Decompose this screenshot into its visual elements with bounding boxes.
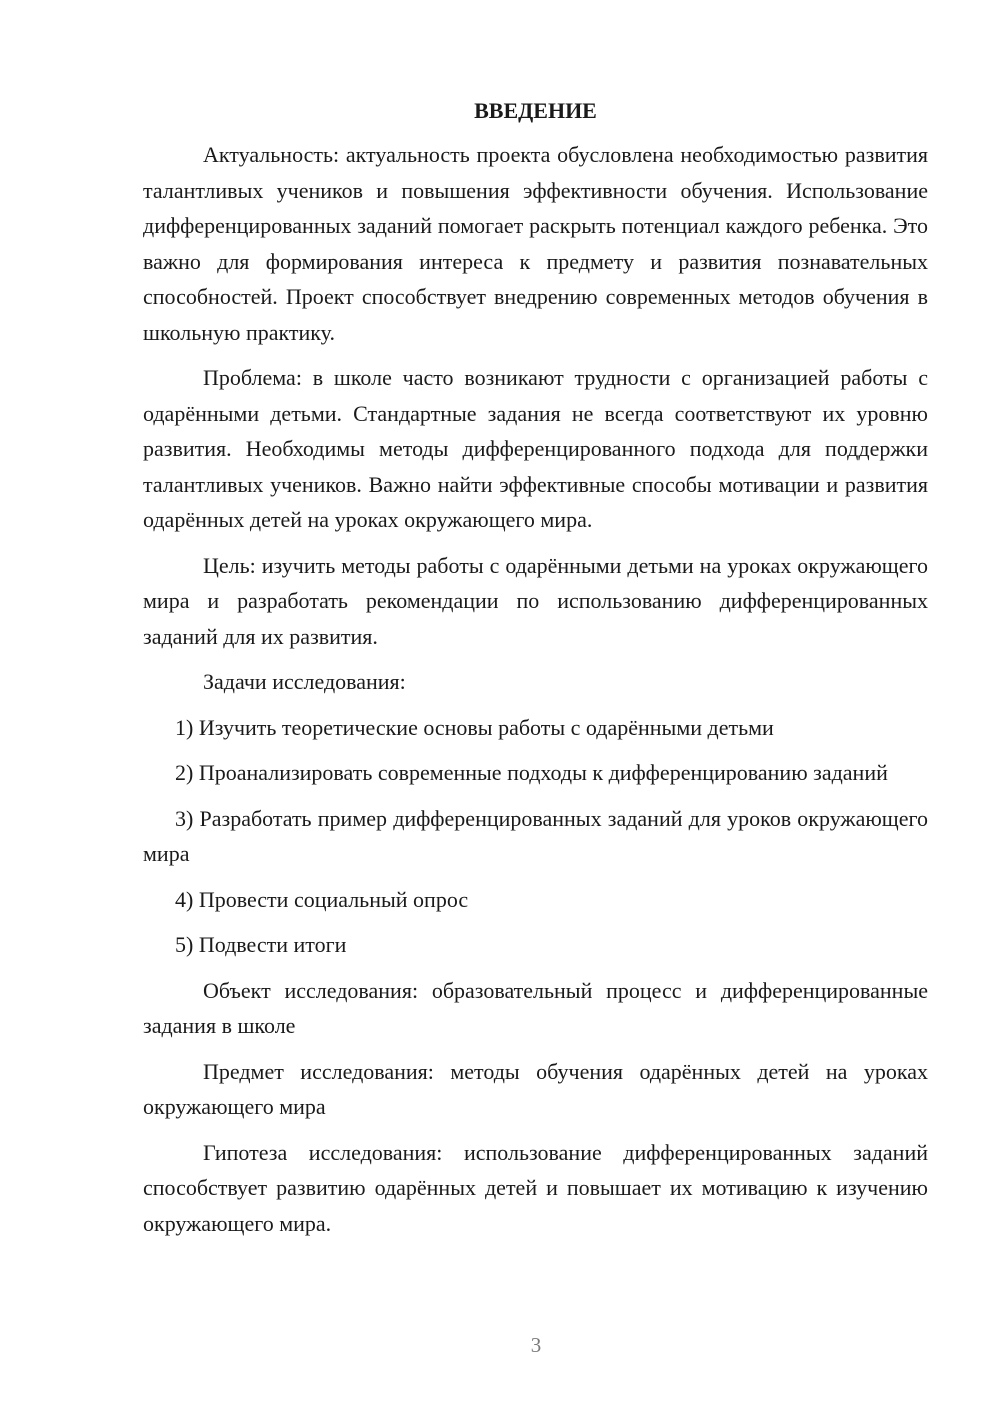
paragraph-relevance: Актуальность: актуальность проекта обусловлена необходимостью развития талантливых учеников и повышения эффективности обучения. Использование дифференцированных заданий помогает раскрыть потенциал каждого ребенка. Это важно для формирования интереса к предмету и развития познавательных способностей. Проект способствует внедрению современных методов обучения в школьную практику. [143,142,928,345]
page-number: 3 [530,1333,542,1357]
tasks-heading: Задачи исследования: [203,669,406,694]
paragraph-object: Объект исследования: образовательный процесс и дифференцированные задания в школе [143,977,928,1038]
page-body [143,96,928,1251]
task-item: 5) Подвести итоги [175,932,347,957]
paragraph-goal: Цель: изучить методы работы с одарёнными детьми на уроках окружающего мира и разработать рекомендации по использованию дифференцированных заданий для их развития. [143,552,928,649]
task-item: 2) Проанализировать современные подходы к дифференцированию заданий [175,760,888,785]
task-item: 4) Провести социальный опрос [175,886,469,912]
paragraph-problem: Проблема: в школе часто возникают трудности с организацией работы с одарёнными детьми. Стандартные задания не всегда соответствуют их уровню развития. Необходимы методы дифференцированного подхода для поддержки талантливых учеников. Важно найти эффективные способы мотивации и развития одарённых детей на уроках окружающего мира. [143,365,928,532]
task-item: 1) Изучить теоретические основы работы с одарёнными детьми [175,714,774,740]
task-item: 3) Разработать пример дифференцированных заданий для уроков окружающего мира [143,805,928,866]
paragraph-hypothesis: Гипотеза исследования: использование дифференцированных заданий способствует развитию одарённых детей и повышает их мотивацию к изучению окружающего мира. [143,1139,928,1236]
paragraph-subject: Предмет исследования: методы обучения одарённых детей на уроках окружающего мира [143,1058,928,1119]
section-title: ВВЕДЕНИЕ [474,98,597,123]
